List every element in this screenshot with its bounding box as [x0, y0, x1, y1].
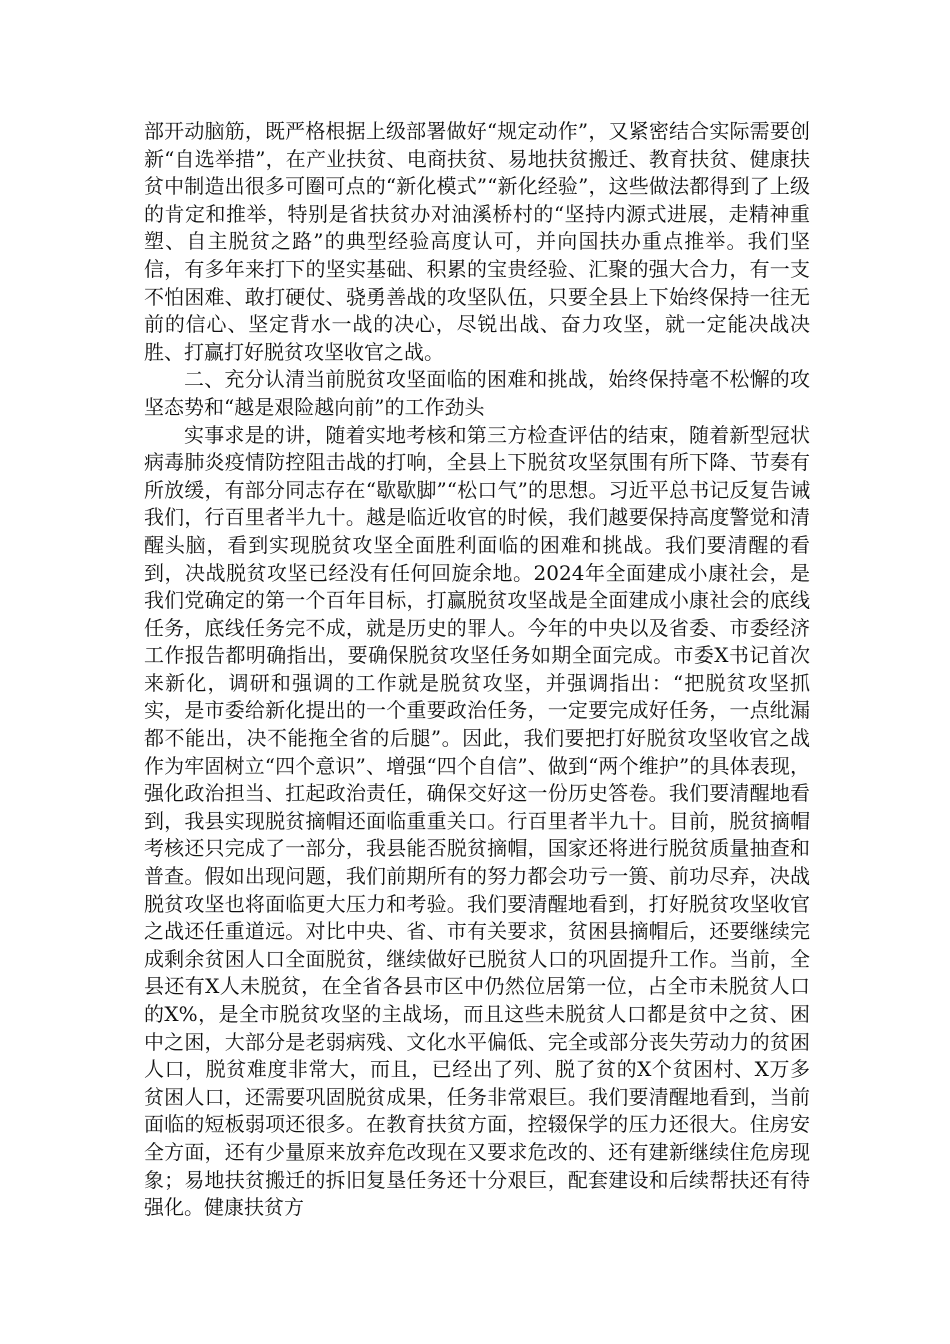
paragraph-body: 实事求是的讲，随着实地考核和第三方检查评估的结束，随着新型冠状病毒肺炎疫情防控阻击战的打响，全县上下脱贫攻坚氛围有所下降、节奏有所放缓，有部分同志存在“歇歇脚”“松口气”的思想。习近平总书记反复告诫我们，行百里者半九十。越是临近收官的时候，我们越要保持高度警觉和清醒头脑，看到实现脱贫攻坚全面胜利面临的困难和挑战。我们要清醒的看到，决战脱贫攻坚已经没有任何回旋余地。2024年全面建成小康社会，是我们党确定的第一个百年目标，打赢脱贫攻坚战是全面建成小康社会的底线任务，底线任务完不成，就是历史的罪人。今年的中央以及省委、市委经济工作报告都明确指出，要确保脱贫攻坚任务如期全面完成。市委X书记首次来新化，调研和强调的工作就是脱贫攻坚，并强调指出：“把脱贫攻坚抓实，是市委给新化提出的一个重要政治任务，一定要完成好任务，一点纰漏都不能出，决不能拖全省的后腿”。因此，我们要把打好脱贫攻坚收官之战作为牢固树立“四个意识”、增强“四个自信”、做到“两个维护”的具体表现，强化政治担当、扛起政治责任，确保交好这一份历史答卷。我们要清醒地看到，我县实现脱贫摘帽还面临重重关口。行百里者半九十。目前，脱贫摘帽考核还只完成了一部分，我县能否脱贫摘帽，国家还将进行脱贫质量抽查和普查。假如出现问题，我们前期所有的努力都会功亏一篑、前功尽弃，决战脱贫攻坚也将面临更大压力和考验。我们要清醒地看到，打好脱贫攻坚收官之战还任重道远。对比中央、省、市有关要求，贫困县摘帽后，还要继续完成剩余贫困人口全面脱贫，继续做好已脱贫人口的巩固提升工作。当前，全县还有X人未脱贫，在全省各县市区中仍然位居第一位，占全市未脱贫人口的X%，是全市脱贫攻坚的主战场，而且这些未脱贫人口都是贫中之贫、困中之困，大部分是老弱病残、文化水平偏低、完全或部分丧失劳动力的贫困人口，脱贫难度非常大，而且，已经出了列、脱了贫的X个贫困村、X万多贫困人口，还需要巩固脱贫成果，任务非常艰巨。我们要清醒地看到，当前面临的短板弱项还很多。在教育扶贫方面，控辍保学的压力还很大。住房安全方面，还有少量原来放弃危改现在又要求危改的、还有建新继续住危房现象；易地扶贫搬迁的拆旧复垦任务还十分艰巨，配套建设和后续帮扶还有待强化。健康扶贫方 — [144, 422, 810, 1220]
document-body — [144, 118, 810, 1222]
section-heading: 二、充分认清当前脱贫攻坚面临的困难和挑战，始终保持毫不松懈的攻坚态势和“越是艰险越向前”的工作劲头 — [144, 367, 810, 419]
paragraph-continuation: 部开动脑筋，既严格根据上级部署做好“规定动作”，又紧密结合实际需要创新“自选举措”，在产业扶贫、电商扶贫、易地扶贫搬迁、教育扶贫、健康扶贫中制造出很多可圈可点的“新化模式”“新化经验”，这些做法都得到了上级的肯定和推举，特别是省扶贫办对油溪桥村的“坚持内源式进展，走精神重塑、自主脱贫之路”的典型经验高度认可，并向国扶办重点推举。我们坚信，有多年来打下的坚实基础、积累的宝贵经验、汇聚的强大合力，有一支不怕困难、敢打硬仗、骁勇善战的攻坚队伍，只要全县上下始终保持一往无前的信心、坚定背水一战的决心，尽锐出战、奋力攻坚，就一定能决战决胜、打赢打好脱贫攻坚收官之战。 — [144, 119, 810, 364]
